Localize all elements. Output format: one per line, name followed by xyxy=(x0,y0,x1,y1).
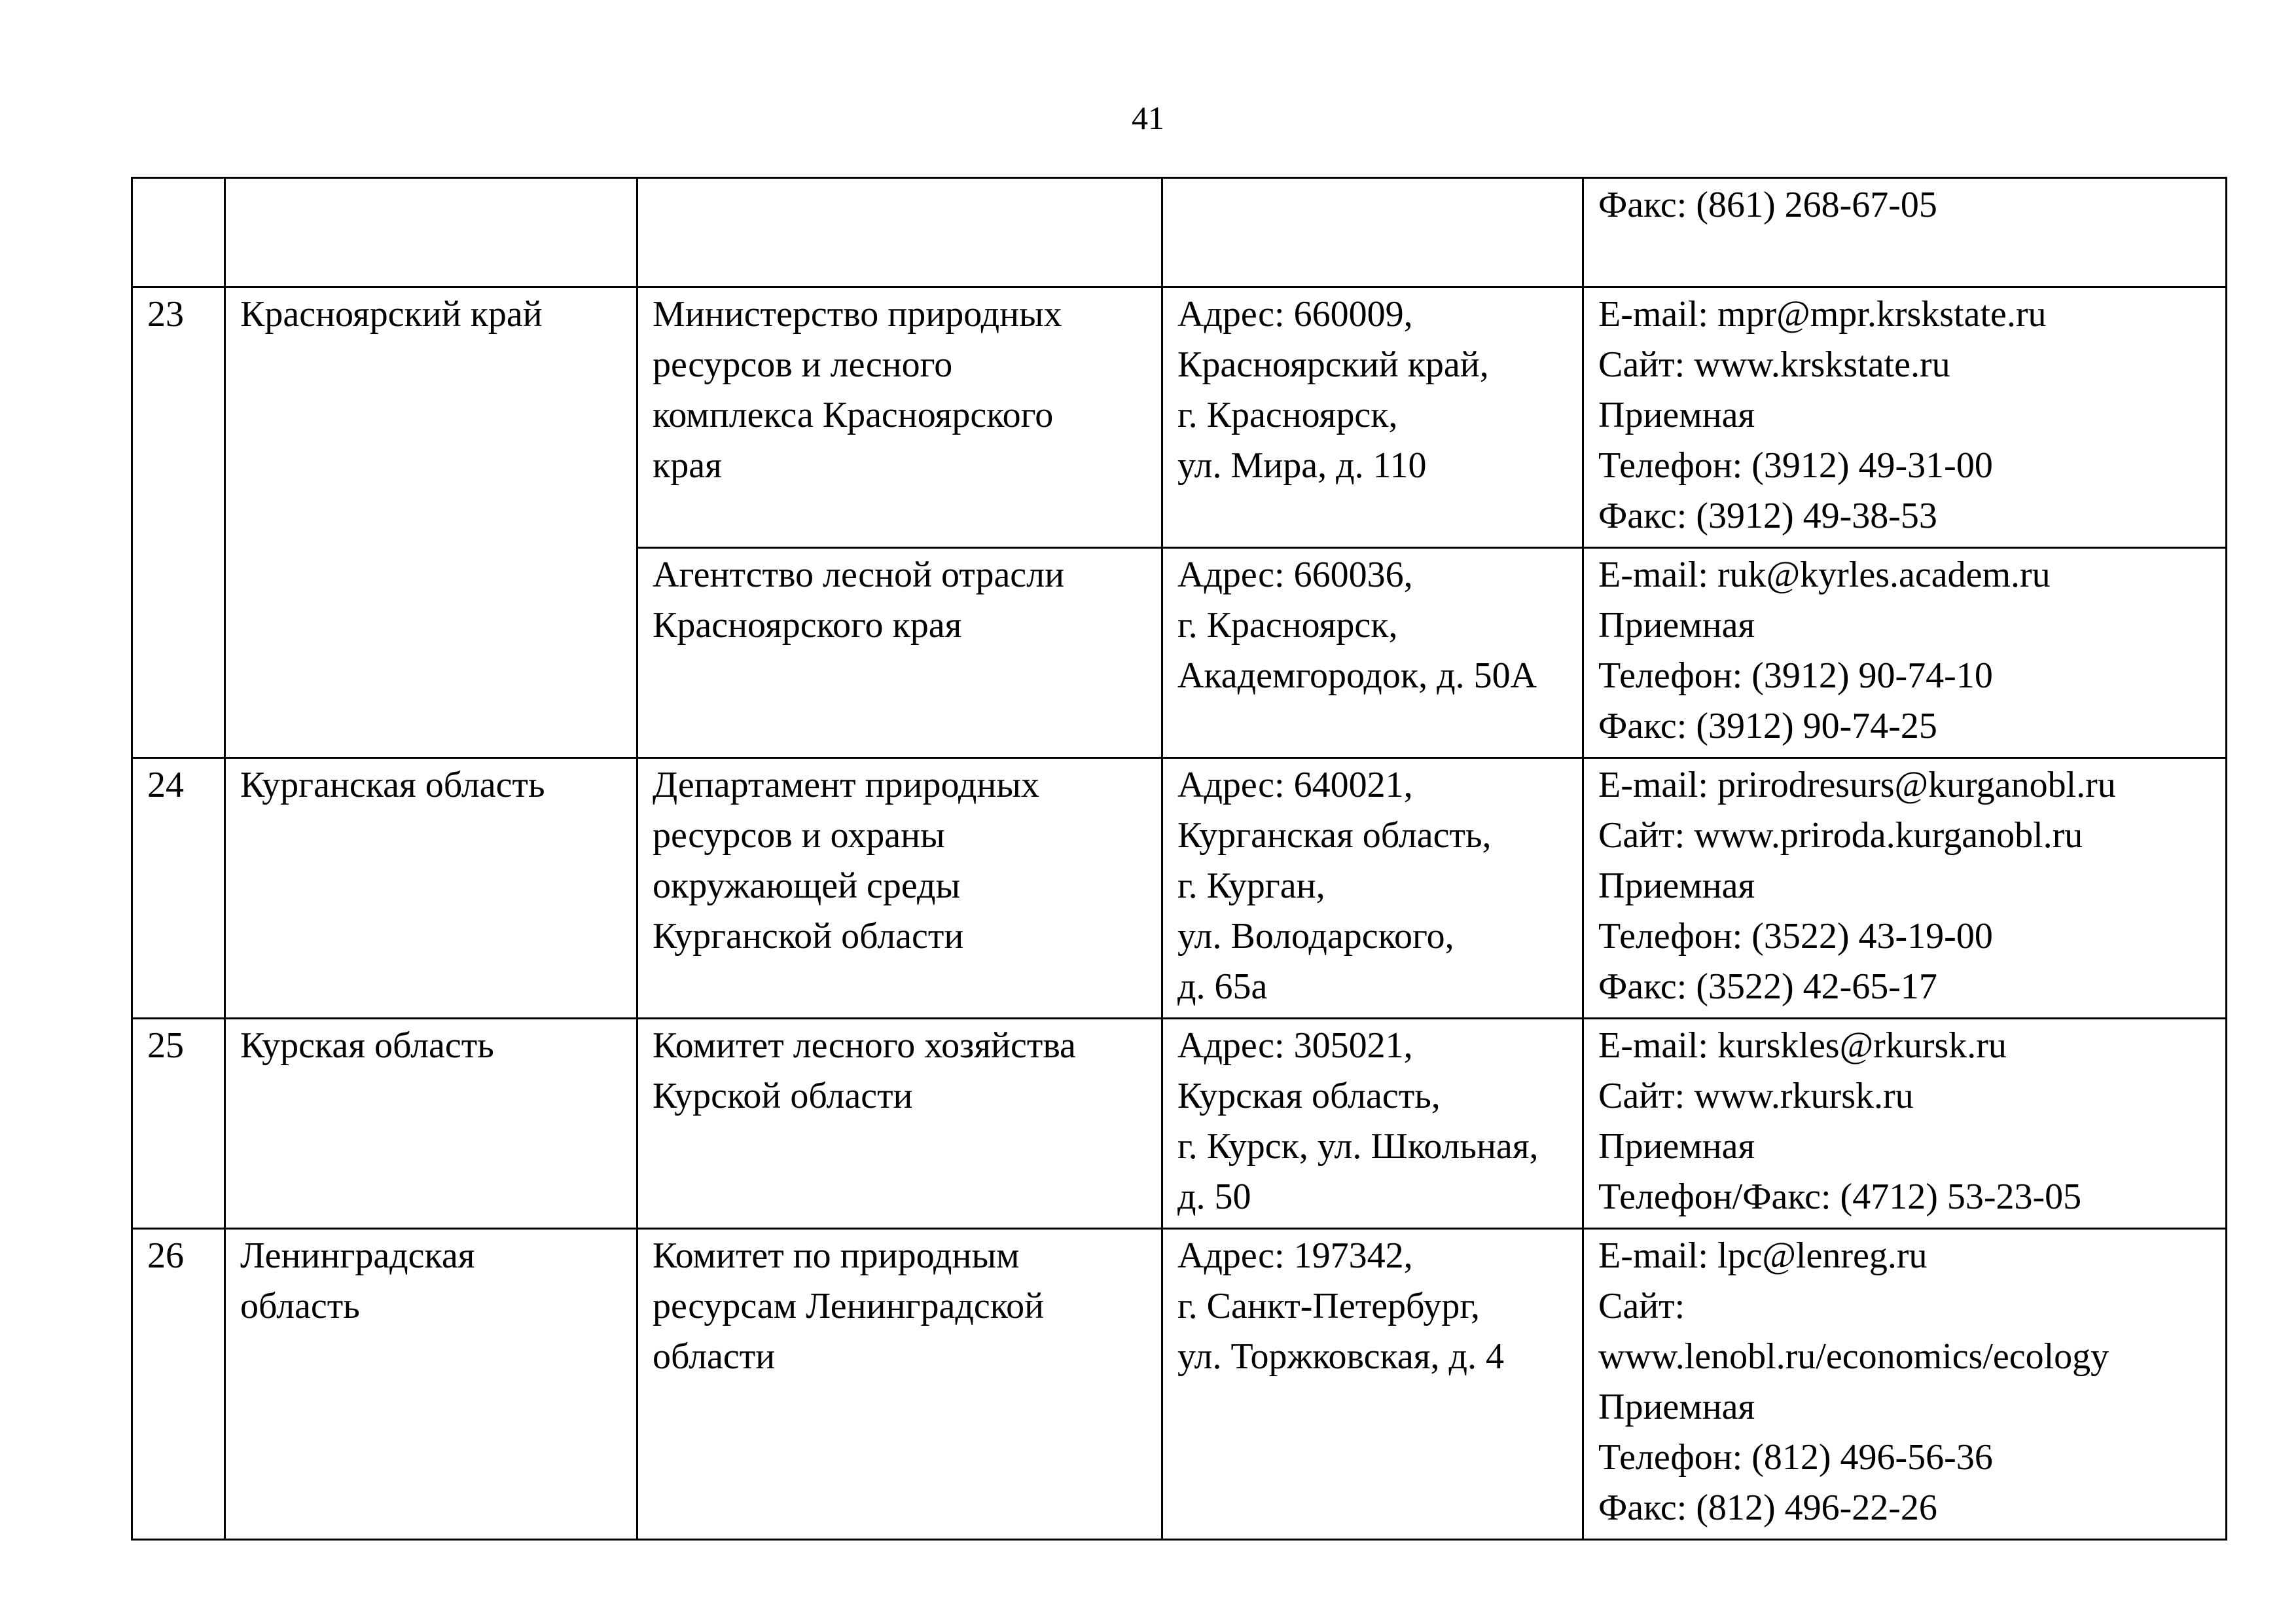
table-row xyxy=(132,758,2227,1019)
region-cell: Курганская область xyxy=(225,758,637,1019)
number-cell: 24 xyxy=(132,758,225,1019)
contacts-cell: E-mail: kurskles@rkursk.ru Сайт: www.rkursk.ru Приемная Телефон/Факс: (4712) 53-23-05 xyxy=(1583,1019,2227,1229)
contacts-cell: E-mail: mpr@mpr.krskstate.ru Сайт: www.krskstate.ru Приемная Телефон: (3912) 49-31-00 Факс: (3912) 49-38-53 xyxy=(1583,287,2227,548)
fax-line: Факс: (861) 268-67-05 xyxy=(1598,185,1937,225)
number-cell xyxy=(132,178,225,287)
address-cell: Адрес: 640021, Курганская область, г. Курган, ул. Володарского, д. 65а xyxy=(1162,758,1583,1019)
organization-cell: Комитет по природным ресурсам Ленинградской области xyxy=(637,1229,1162,1540)
number-cell: 26 xyxy=(132,1229,225,1540)
address-cell: Адрес: 660009, Красноярский край, г. Красноярск, ул. Мира, д. 110 xyxy=(1162,287,1583,548)
number-cell: 25 xyxy=(132,1019,225,1229)
agencies-table xyxy=(131,177,2227,1541)
number-cell: 23 xyxy=(132,287,225,758)
region-cell: Ленинградская область xyxy=(225,1229,637,1540)
contacts-cell: E-mail: lpc@lenreg.ru Сайт: www.lenobl.ru/economics/ecology Приемная Телефон: (812) 496-56-36 Факс: (812) 496-22-26 xyxy=(1583,1229,2227,1540)
address-cell xyxy=(1162,178,1583,287)
region-cell: Курская область xyxy=(225,1019,637,1229)
address-cell: Адрес: 305021, Курская область, г. Курск, ул. Школьная, д. 50 xyxy=(1162,1019,1583,1229)
table-row xyxy=(132,1229,2227,1540)
table-row xyxy=(132,287,2227,548)
organization-cell xyxy=(637,178,1162,287)
address-cell: Адрес: 197342, г. Санкт-Петербург, ул. Торжковская, д. 4 xyxy=(1162,1229,1583,1540)
organization-cell: Департамент природных ресурсов и охраны окружающей среды Курганской области xyxy=(637,758,1162,1019)
page-number: 41 xyxy=(1132,100,1164,136)
address-cell: Адрес: 660036, г. Красноярск, Академгородок, д. 50А xyxy=(1162,548,1583,758)
region-cell: Красноярский край xyxy=(225,287,637,758)
contacts-cell: E-mail: ruk@kyrles.academ.ru Приемная Телефон: (3912) 90-74-10 Факс: (3912) 90-74-25 xyxy=(1583,548,2227,758)
contacts-cell: E-mail: prirodresurs@kurganobl.ru Сайт: www.priroda.kurganobl.ru Приемная Телефон: (3522) 43-19-00 Факс: (3522) 42-65-17 xyxy=(1583,758,2227,1019)
organization-cell: Агентство лесной отрасли Красноярского края xyxy=(637,548,1162,758)
organization-cell: Комитет лесного хозяйства Курской области xyxy=(637,1019,1162,1229)
region-cell xyxy=(225,178,637,287)
table-row xyxy=(132,178,2227,287)
table-row xyxy=(132,1019,2227,1229)
organization-cell: Министерство природных ресурсов и лесного комплекса Красноярского края xyxy=(637,287,1162,548)
contacts-cell xyxy=(1583,178,2227,287)
